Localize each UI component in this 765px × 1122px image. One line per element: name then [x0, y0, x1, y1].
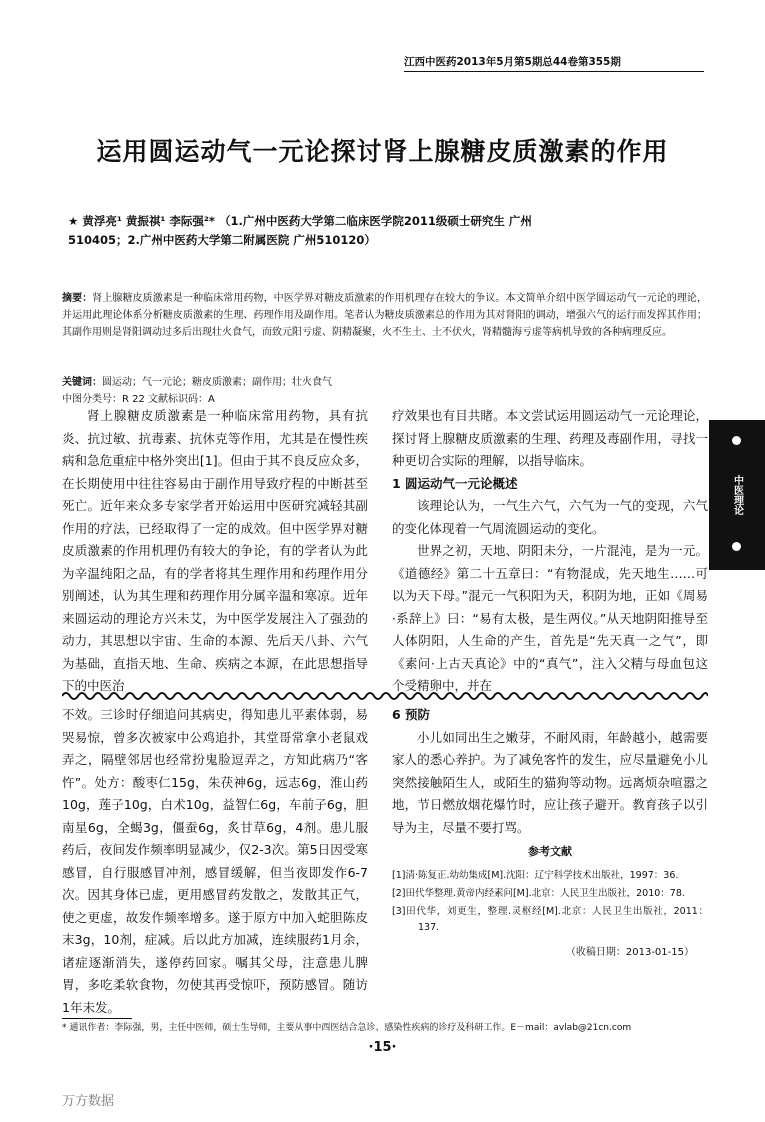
watermark: 万方数据 [62, 1094, 115, 1109]
header-rule [404, 71, 704, 72]
classification: 中图分类号：R 22 文献标识码：A [62, 394, 215, 405]
keywords-label: 关键词： [62, 377, 102, 388]
body-column-right-bottom [392, 704, 708, 964]
paragraph: 疗效果也有目共睹。本文尝试运用圆运动气一元论理论，探讨肾上腺糖皮质激素的生理、药理及毒副作用，寻找一种更切合实际的理解，以指导临床。 [392, 408, 708, 468]
keywords-text: 圆运动；气一元论；糖皮质激素；副作用；壮火食气 [102, 377, 332, 388]
paragraph: 世界之初，天地、阴阳未分，一片混沌，是为一元。《道德经》第二十五章曰：“有物混成，先天地生……可以为天下母。”混元一气积阳为天，积阴为地，正如《周易·系辞上》曰：“易有太极，是生两仪。”从天地阴阳推导至人体阴阳，人生命的产生，首先是“先天真一之气”，即《素问·上古天真论》中的“真气”，注入父精与母血包这个受精卵中，并在 [392, 543, 708, 693]
reference-item: [2]田代华整理.黄帝内经素问[M].北京：人民卫生出版社，2010：78. [392, 887, 685, 899]
article-separator [62, 690, 708, 702]
journal-header: 江西中医药2013年5月第5期总44卷第355期 [404, 56, 621, 68]
paragraph: 该理论认为，一气生六气，六气为一气的变现，六气的变化体现着一气周流圆运动的变化。 [392, 498, 708, 536]
section-heading: 6 预防 [392, 707, 431, 722]
author-block [68, 212, 708, 250]
paragraph: 肾上腺糖皮质激素是一种临床常用药物，具有抗炎、抗过敏、抗毒素、抗休克等作用，尤其是在慢性疾病和急危重症中格外突出[1]。但由于其不良反应众多，在长期使用中往往容易由于副作用导致疗程的中断甚至死亡。近年来众多专家学者开始运用中医研究减轻其副作用的疗法，已经取得了一定的成效。但中医学界对糖皮质激素的作用机理仍有较大的争论，有的学者认为此为辛温纯阳之品，有的学者将其生理作用和药理作用分别阐述，认为其生理和药理作用分属辛温和寒凉。近年来圆运动的理论方兴未艾，为中医学发展注入了强劲的动力，其思想以宇宙、生命的本源、先后天八卦、六气为基础，直指天地、生命、疾病之本源，在此思想指导下的中医治 [62, 408, 368, 693]
side-tab-label: 中医理论 [731, 475, 743, 515]
tab-dot-icon [732, 436, 741, 445]
author-line-2: 510405；2.广州中医药大学第二附属医院 广州510120） [68, 233, 376, 247]
paragraph: 不效。三诊时仔细追问其病史，得知患儿平素体弱，易哭易惊，曾多次被家中公鸡追扑，其堂哥常拿小老鼠戏弄之，隔壁邻居也经常扮鬼脸逗弄之，方知此病乃“客忤”。处方：酸枣仁15g，朱茯神6g，远志6g，淮山药10g，莲子10g，白术10g，益智仁6g，车前子6g，胆南星6g，全蝎3g，僵蚕6g，炙甘草6g，4剂。患儿服药后，夜间发作频率明显减少，仅2-3次。第5日因受寒感冒，自行服感冒冲剂，感冒缓解，但当夜即发作6-7次。因其身体已虚，更用感冒药发散之，发散其正气，使之更虚，故发作频率增多。遂于原方中加入蛇胆陈皮末3g，10剂，症减。后以此方加减，连续服药1月余，诸症逐渐消失，遂停药回家。嘱其父母，注意患儿脾胃，多吃柔软食物，勿使其再受惊吓，预防感冒。随访1年未发。 [62, 707, 368, 1015]
body-column-right-top [392, 405, 708, 698]
abstract-label: 摘要： [62, 293, 93, 304]
section-side-tab [709, 420, 765, 570]
keywords [62, 374, 707, 391]
body-column-left-top [62, 405, 368, 698]
author-line-1: ★ 黄浮亮¹ 黄振祺¹ 李际强²* （1.广州中医药大学第二临床医学院2011级硕士研究生 广州 [68, 214, 532, 228]
corresponding-author-footnote: * 通讯作者：李际强，男，主任中医师，硕士生导师，主要从事中西医结合急诊、感染性疾病的诊疗及科研工作。E－mail：avlab@21cn.com [62, 1023, 632, 1033]
received-date: （收稿日期：2013-01-15） [565, 946, 694, 958]
tab-dot-icon [732, 542, 741, 551]
article-title: 运用圆运动气一元论探讨肾上腺糖皮质激素的作用 [96, 137, 669, 166]
abstract [62, 290, 707, 341]
footnote-rule [62, 1018, 132, 1019]
page-number: ·15· [368, 1040, 397, 1055]
paragraph: 小儿如同出生之嫩芽，不耐风雨，年龄越小，越需要家人的悉心养护。为了减免客忤的发生，应尽量避免小儿突然接触陌生人，或陌生的猫狗等动物。远离烦杂喧嚣之地，节日燃放烟花爆竹时，应让孩子避开。教育孩子以引导为主，尽量不要打骂。 [392, 729, 708, 835]
section-heading: 1 圆运动气一元论概述 [392, 475, 518, 491]
article-meta [62, 374, 707, 408]
reference-item: [1]清·陈复正.幼幼集成[M].沈阳：辽宁科学技术出版社，1997：36. [392, 869, 679, 881]
reference-item: [3]田代华，刘更生，整理.灵枢经[M].北京：人民卫生出版社，2011：137. [392, 905, 708, 933]
references-title: 参考文献 [528, 845, 572, 858]
body-column-left-bottom [62, 704, 368, 1019]
abstract-text: 肾上腺糖皮质激素是一种临床常用药物，中医学界对糖皮质激素的作用机理存在较大的争议。本文简单介绍中医学圆运动气一元论的理论，并运用此理论体系分析糖皮质激素的生理、药理作用及副作用。笔者认为糖皮质激素总的作用为其对肾阳的调动，增强六气的运行而发挥其作用；其副作用则是肾阳调动过多后出现壮火食气，而致元阳亏虚、阴精凝聚，火不生土、土不伏火，肾精髓海亏虚等病机导致的各种病理反应。 [62, 293, 708, 338]
